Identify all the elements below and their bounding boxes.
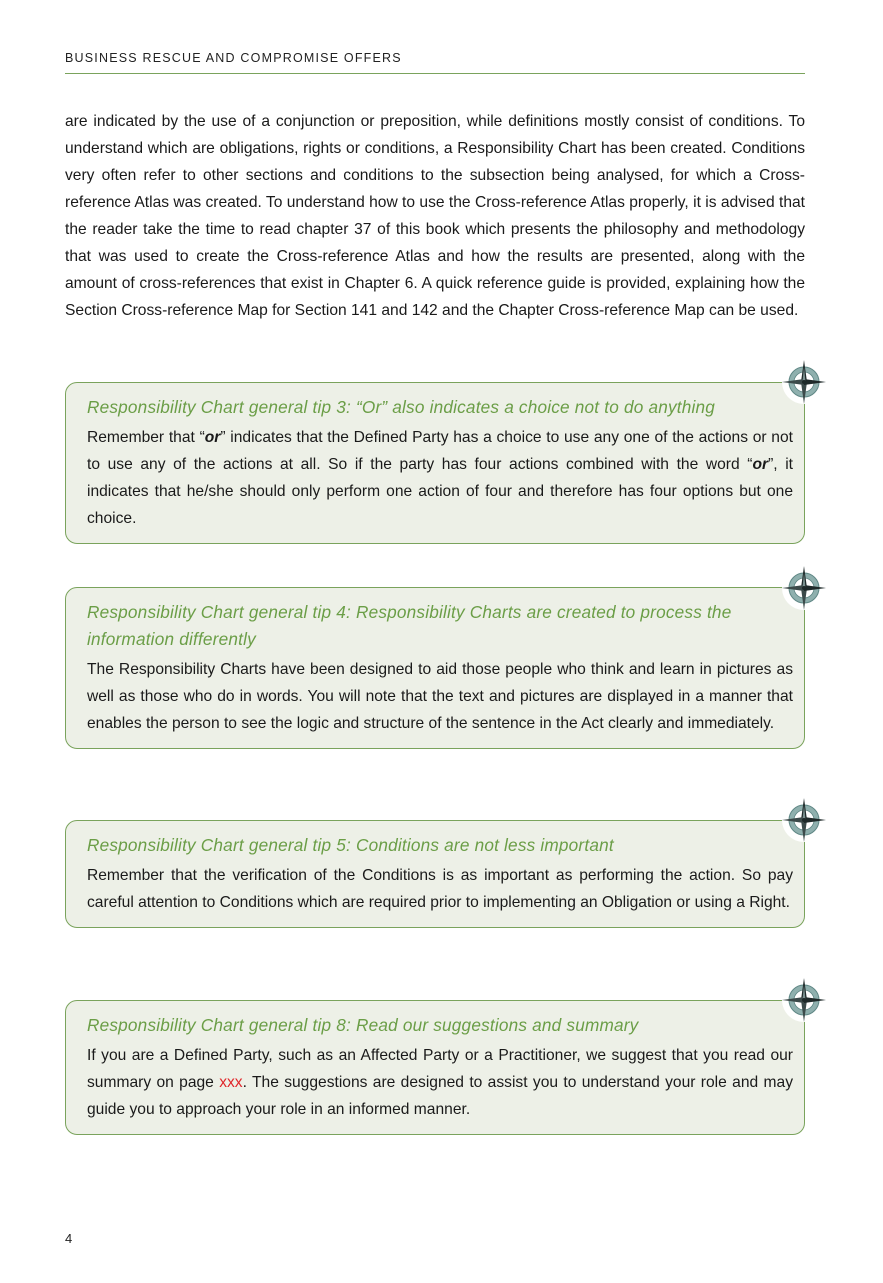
tip-box-4 — [65, 587, 805, 749]
tip-body-3-part-1: Remember that “ — [87, 429, 205, 446]
tip-title-4: Responsibility Chart general tip 4: Responsibility Charts are created to process the information differently — [87, 602, 732, 649]
compass-rose-icon — [781, 359, 827, 405]
tip-body-3-emphasis-or-1: or — [204, 429, 221, 446]
compass-rose-icon — [781, 797, 827, 843]
tip-body-3-part-3: ”, it indicates that he/she should only perform one action of four and therefore has four options but one choice. — [87, 456, 793, 527]
page-cross-reference-link[interactable]: xxx — [219, 1074, 243, 1091]
tip-title-3: Responsibility Chart general tip 3: “Or” also indicates a choice not to do anything — [87, 397, 716, 417]
tip-title-5: Responsibility Chart general tip 5: Conditions are not less important — [87, 835, 614, 855]
tip-body-5: Remember that the verification of the Conditions is as important as performing the action. So pay careful attention to Conditions which are required prior to implementing an Obligation or using a Right. — [87, 867, 793, 911]
tip-box-5 — [65, 820, 805, 928]
tip-box-3 — [65, 382, 805, 544]
tip-body-3 — [87, 424, 793, 532]
tip-title-8: Responsibility Chart general tip 8: Read our suggestions and summary — [87, 1015, 639, 1035]
tip-body-4: The Responsibility Charts have been designed to aid those people who think and learn in pictures as well as those who do in words. You will note that the text and pictures are displayed in a manner that enables the person to see the logic and structure of the sentence in the Act clearly and immediately. — [87, 661, 793, 732]
tip-body-8 — [87, 1042, 793, 1123]
compass-rose-icon — [781, 977, 827, 1023]
running-header: BUSINESS RESCUE AND COMPROMISE OFFERS — [65, 51, 402, 65]
tip-body-8-part-2: . The suggestions are designed to assist you to understand your role and may guide you to approach your role in an informed manner. — [87, 1074, 793, 1118]
tip-body-8-part-1: If you are a Defined Party, such as an Affected Party or a Practitioner, we suggest that you read our summary on page — [87, 1047, 793, 1091]
tip-box-8 — [65, 1000, 805, 1135]
tip-body-3-part-2: ” indicates that the Defined Party has a choice to use any one of the actions or not to use any of the actions at all. So if the party has four actions combined with the word “ — [87, 429, 793, 473]
intro-paragraph: are indicated by the use of a conjunction or preposition, while definitions mostly consist of conditions. To understand which are obligations, rights or conditions, a Responsibility Chart has been created. Conditions very often refer to other sections and conditions to the subsection being analysed, for which a Cross-reference Atlas was created. To understand how to use the Cross-reference Atlas properly, it is advised that the reader take the time to read chapter 37 of this book which presents the philosophy and methodology that was used to create the Cross-reference Atlas and how the results are presented, along with the amount of cross-references that exist in Chapter 6. A quick reference guide is provided, explaining how the Section Cross-reference Map for Section 141 and 142 and the Chapter Cross-reference Map can be used. — [65, 113, 805, 319]
tip-body-3-emphasis-or-2: or — [752, 456, 769, 473]
compass-rose-icon — [781, 565, 827, 611]
header-rule — [65, 73, 805, 74]
page-number: 4 — [65, 1231, 73, 1246]
